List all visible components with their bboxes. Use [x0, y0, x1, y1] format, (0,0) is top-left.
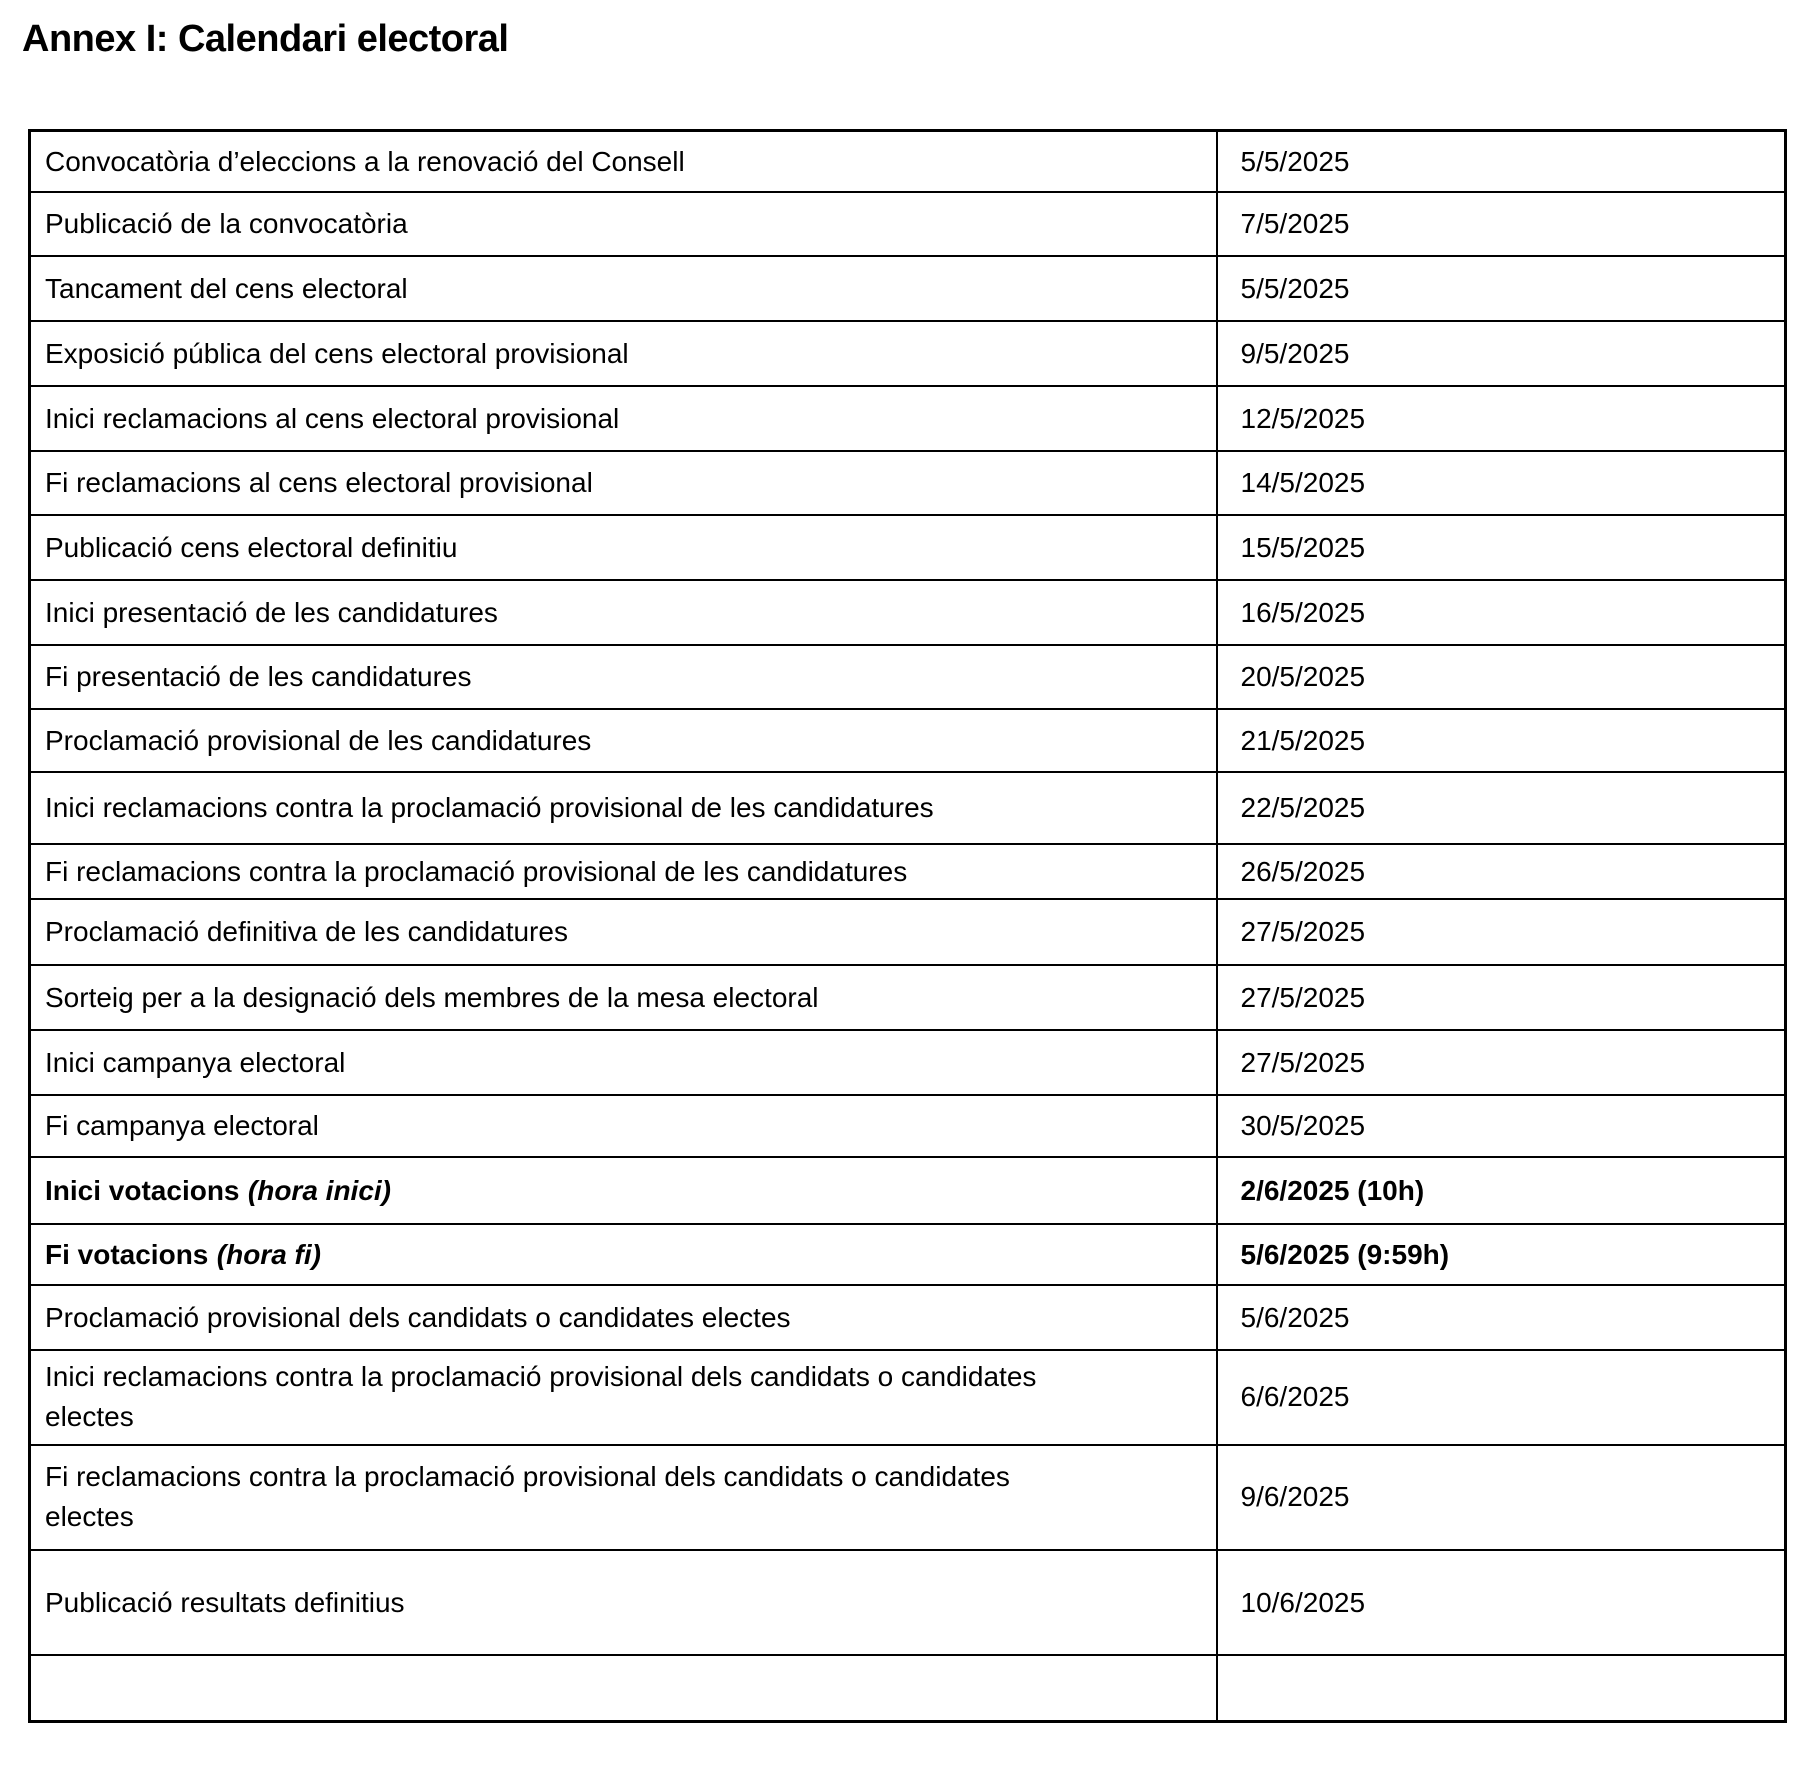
event-label-cell [30, 645, 1217, 709]
event-date-cell: 16/5/2025 [1217, 580, 1786, 645]
event-date-cell: 27/5/2025 [1217, 1030, 1786, 1095]
event-label: Inici votacions [45, 1174, 240, 1206]
event-label-cell [30, 1224, 1217, 1285]
event-label-cell [30, 1350, 1217, 1445]
event-label: Fi reclamacions contra la proclamació provisional dels candidats o candidates electes [45, 1461, 1010, 1532]
event-label: Inici campanya electoral [45, 1046, 346, 1078]
event-label-cell [30, 386, 1217, 451]
event-date-cell: 5/5/2025 [1217, 131, 1786, 192]
table-row [30, 1095, 1786, 1157]
event-label-cell [30, 1285, 1217, 1350]
event-label: Inici reclamacions al cens electoral provisional [45, 402, 620, 434]
event-date-cell: 15/5/2025 [1217, 515, 1786, 580]
event-label: Publicació resultats definitius [45, 1586, 405, 1618]
event-label-cell [30, 709, 1217, 772]
event-date-cell: 5/5/2025 [1217, 256, 1786, 321]
table-row [30, 1445, 1786, 1550]
event-label-cell [30, 192, 1217, 256]
event-label-cell [30, 965, 1217, 1030]
event-label: Exposició pública del cens electoral provisional [45, 337, 629, 369]
event-date-cell: 5/6/2025 [1217, 1285, 1786, 1350]
event-date-cell: 14/5/2025 [1217, 451, 1786, 515]
table-row [30, 709, 1786, 772]
electoral-calendar-body [30, 131, 1786, 1722]
event-note: (hora inici) [247, 1174, 392, 1206]
event-label-cell [30, 899, 1217, 965]
table-row [30, 645, 1786, 709]
event-label: Fi reclamacions al cens electoral provisional [45, 467, 593, 498]
table-row [30, 899, 1786, 965]
event-label: Proclamació definitiva de les candidatures [45, 916, 568, 947]
event-label: Fi votacions [45, 1238, 209, 1270]
table-row [30, 772, 1786, 844]
event-date-cell: 21/5/2025 [1217, 709, 1786, 772]
table-row [30, 386, 1786, 451]
event-label: Fi presentació de les candidatures [45, 661, 472, 692]
table-row [30, 1030, 1786, 1095]
event-label: Convocatòria d’eleccions a la renovació del Consell [45, 145, 685, 177]
event-date-cell: 5/6/2025 (9:59h) [1217, 1224, 1786, 1285]
table-row [30, 844, 1786, 899]
event-label-cell [30, 256, 1217, 321]
event-date-cell [1217, 1655, 1786, 1722]
event-label: Fi campanya electoral [45, 1110, 319, 1141]
event-label-cell [30, 1655, 1217, 1722]
event-date-cell: 30/5/2025 [1217, 1095, 1786, 1157]
event-note: (hora fi) [216, 1238, 321, 1270]
event-date-cell: 26/5/2025 [1217, 844, 1786, 899]
event-label-cell [30, 772, 1217, 844]
event-label: Sorteig per a la designació dels membres de la mesa electoral [45, 981, 819, 1013]
event-label-cell [30, 321, 1217, 386]
table-row [30, 321, 1786, 386]
table-row [30, 131, 1786, 192]
event-label: Fi reclamacions contra la proclamació provisional de les candidatures [45, 855, 908, 887]
electoral-calendar-table [28, 129, 1787, 1723]
event-label-cell [30, 515, 1217, 580]
event-label-cell [30, 1157, 1217, 1224]
event-label: Inici reclamacions contra la proclamació provisional de les candidatures [45, 792, 934, 823]
table-row [30, 1550, 1786, 1655]
event-date-cell: 27/5/2025 [1217, 965, 1786, 1030]
table-row [30, 192, 1786, 256]
event-date-cell: 20/5/2025 [1217, 645, 1786, 709]
event-label-cell [30, 1095, 1217, 1157]
table-row [30, 580, 1786, 645]
event-label-cell [30, 580, 1217, 645]
event-label: Proclamació provisional dels candidats o candidates electes [45, 1301, 791, 1333]
event-date-cell: 6/6/2025 [1217, 1350, 1786, 1445]
event-date-cell: 27/5/2025 [1217, 899, 1786, 965]
event-label: Proclamació provisional de les candidatures [45, 724, 592, 756]
table-row [30, 1350, 1786, 1445]
event-date-cell: 9/6/2025 [1217, 1445, 1786, 1550]
event-label: Inici presentació de les candidatures [45, 596, 498, 628]
event-label-cell [30, 131, 1217, 192]
event-date-cell: 9/5/2025 [1217, 321, 1786, 386]
event-date-cell: 22/5/2025 [1217, 772, 1786, 844]
table-row [30, 515, 1786, 580]
event-label: Tancament del cens electoral [45, 272, 408, 304]
event-label-cell [30, 844, 1217, 899]
event-label: Publicació cens electoral definitiu [45, 531, 458, 563]
event-date-cell: 12/5/2025 [1217, 386, 1786, 451]
page-title: Annex I: Calendari electoral [22, 18, 509, 60]
event-date-cell: 2/6/2025 (10h) [1217, 1157, 1786, 1224]
table-row [30, 1655, 1786, 1722]
table-row [30, 1157, 1786, 1224]
event-label-cell [30, 1445, 1217, 1550]
table-row [30, 1285, 1786, 1350]
table-row [30, 451, 1786, 515]
event-label: Publicació de la convocatòria [45, 208, 408, 239]
table-row [30, 965, 1786, 1030]
event-label-cell [30, 1030, 1217, 1095]
table-row [30, 256, 1786, 321]
event-label-cell [30, 451, 1217, 515]
event-date-cell: 10/6/2025 [1217, 1550, 1786, 1655]
event-label: Inici reclamacions contra la proclamació provisional dels candidats o candidates electes [45, 1361, 1037, 1432]
table-row [30, 1224, 1786, 1285]
event-label-cell [30, 1550, 1217, 1655]
event-date-cell: 7/5/2025 [1217, 192, 1786, 256]
